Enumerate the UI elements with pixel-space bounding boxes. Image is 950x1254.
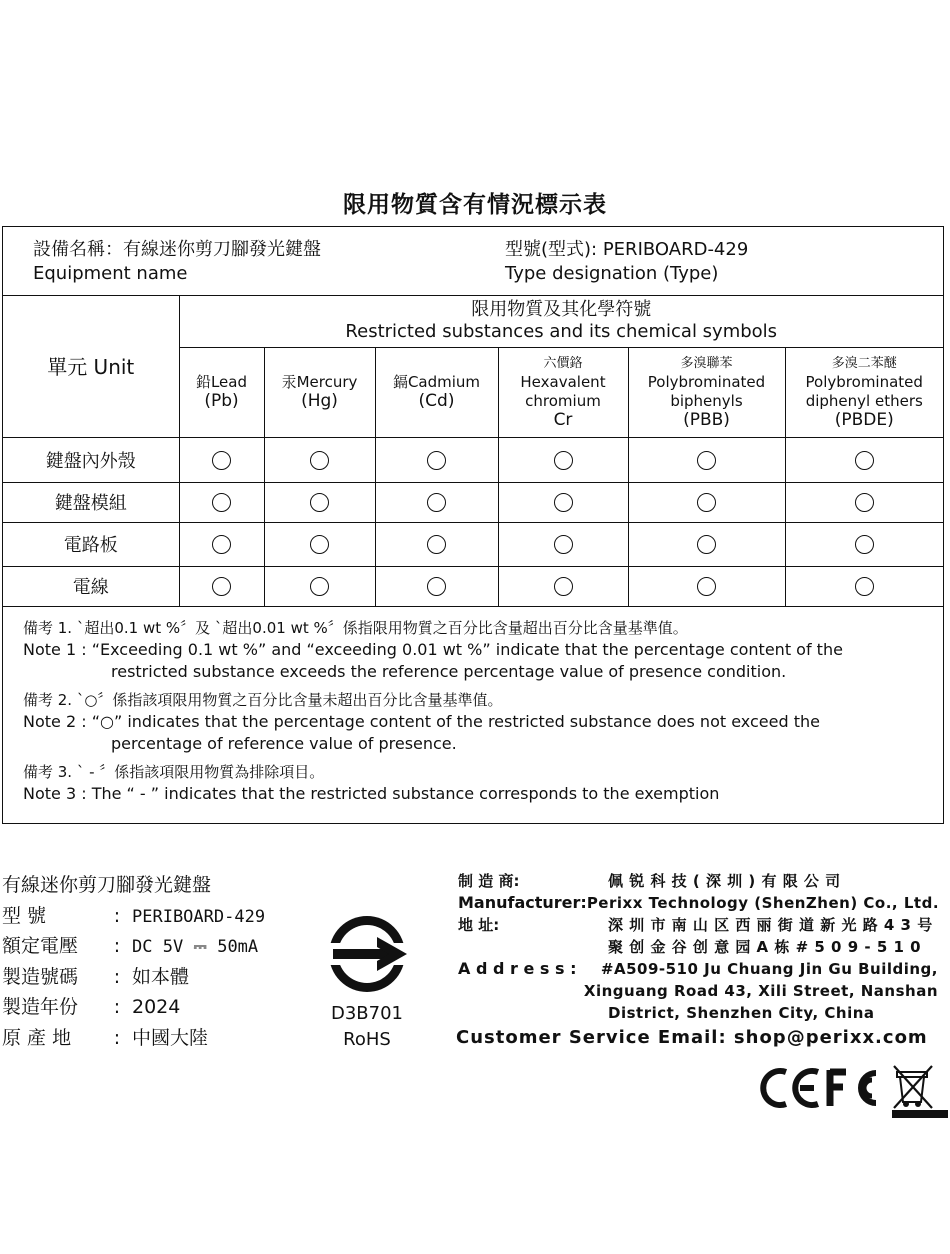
equipment-header — [3, 227, 943, 296]
row-label: 鍵盤內外殼 — [3, 437, 179, 482]
col-pbb — [628, 347, 785, 437]
note-2-en: Note 2 : “○” indicates that the percentage content of the restricted substance does not exceed the — [23, 712, 820, 731]
origin-line — [2, 1023, 265, 1054]
row-label: 鍵盤模組 — [3, 482, 179, 522]
compliant-circle-icon — [310, 493, 329, 512]
col-lead — [179, 347, 264, 437]
address-en-line2: Xinguang Road 43, Xili Street, Nanshan — [583, 982, 938, 1000]
col-mercury — [264, 347, 375, 437]
note-1-zh: 備考 1. ˋ超出0.1 wt %〞及 ˋ超出0.01 wt %〞係指限用物質之百分比含量超出百分比含量基準值。 — [23, 619, 688, 637]
equipment-name-en: Equipment name — [33, 263, 188, 284]
unit-header: 單元 Unit — [3, 295, 179, 437]
address-en-row — [458, 958, 938, 980]
compliant-circle-icon — [212, 535, 231, 554]
restricted-substances-header — [179, 295, 943, 347]
address-zh-line2: 聚 创 金 谷 创 意 园 A 栋 # 5 0 9 - 5 1 0 — [608, 938, 922, 956]
model-key: 型 號 — [2, 904, 47, 927]
table-row — [3, 437, 943, 482]
rating-key: 額定電壓 — [2, 935, 79, 957]
type-designation-en: Type designation (Type) — [505, 263, 719, 284]
compliant-circle-icon — [697, 493, 716, 512]
manufacturer-zh-label: 制 造 商: — [458, 872, 520, 890]
col-mercury-symbol: (Hg) — [301, 391, 338, 411]
address-en-line1: #A509-510 Ju Chuang Jin Gu Building, — [600, 960, 938, 978]
col-lead-symbol: (Pb) — [204, 391, 239, 411]
bsmi-code: D3B701 — [330, 1003, 404, 1024]
row-label: 電線 — [3, 566, 179, 606]
compliant-circle-icon — [427, 577, 446, 596]
compliant-circle-icon — [554, 577, 573, 596]
note-3-en: Note 3 : The “ - ” indicates that the restricted substance corresponds to the exemption — [23, 784, 720, 803]
compliant-circle-icon — [697, 451, 716, 470]
col-pbde-l2: diphenyl ethers — [805, 392, 923, 410]
batch-value: 如本體 — [132, 965, 190, 988]
table-row — [3, 566, 943, 606]
compliant-circle-icon — [697, 535, 716, 554]
col-hexavalent-chromium — [498, 347, 628, 437]
bsmi-mark — [323, 913, 411, 1051]
product-label — [2, 870, 265, 1053]
notes-section — [23, 617, 933, 805]
note-2-en-cont: percentage of reference value of presence. — [111, 734, 457, 753]
address-en-label: A d d r e s s : — [458, 959, 577, 978]
rohs-table-frame — [2, 226, 944, 824]
manufacturer-en-row — [458, 892, 938, 914]
note-1-en-cont: restricted substance exceeds the reference percentage value of presence condition. — [111, 662, 787, 681]
model-line — [2, 901, 265, 932]
rating-line — [2, 931, 265, 962]
year-value: 2024 — [132, 996, 181, 1018]
year-line — [2, 992, 265, 1023]
col-pbde-l1: Polybrominated — [805, 373, 923, 391]
note-2-zh: 備考 2. ˋ○〞係指該項限用物質之百分比含量未超出百分比含量基準值。 — [23, 691, 503, 709]
compliant-circle-icon — [697, 577, 716, 596]
compliant-circle-icon — [427, 451, 446, 470]
colon: : — [113, 904, 121, 927]
col-pbb-l1: Polybrominated — [647, 373, 766, 391]
colon: : — [113, 935, 121, 957]
compliant-circle-icon — [554, 451, 573, 470]
manufacturer-en-value: Perixx Technology (ShenZhen) Co., Ltd. — [586, 894, 940, 912]
fcc-mark-icon — [830, 1070, 876, 1106]
origin-value: 中國大陸 — [132, 1026, 209, 1049]
note-1-en: Note 1 : “Exceeding 0.1 wt %” and “exceeding 0.01 wt %” indicate that the percentage content of the — [23, 640, 843, 659]
col-hexchrome-l1: Hexavalent — [520, 373, 606, 391]
colon: : — [113, 965, 121, 988]
origin-key: 原 產 地 — [2, 1026, 72, 1049]
manufacturer-zh-value: 佩 锐 科 技 ( 深 圳 ) 有 限 公 司 — [608, 872, 841, 890]
page-title: 限用物質含有情況標示表 — [343, 192, 607, 218]
compliant-circle-icon — [855, 493, 874, 512]
compliant-circle-icon — [554, 535, 573, 554]
col-hexchrome-zh: 六價鉻 — [543, 356, 583, 371]
compliant-circle-icon — [212, 451, 231, 470]
table-row — [3, 482, 943, 522]
col-cadmium-name: 鎘Cadmium — [392, 373, 481, 391]
col-pbb-symbol: (PBB) — [683, 410, 730, 430]
rohs-text: RoHS — [343, 1029, 391, 1050]
customer-service-email: Customer Service Email: shop@perixx.com — [456, 1027, 928, 1048]
compliant-circle-icon — [212, 577, 231, 596]
certification-marks — [754, 1058, 948, 1124]
manufacturer-en-label: Manufacturer: — [458, 893, 587, 912]
compliant-circle-icon — [212, 493, 231, 512]
bsmi-logo-icon — [323, 913, 411, 995]
batch-line — [2, 962, 265, 993]
weee-bin-icon — [892, 1066, 948, 1118]
manufacturer-zh-row — [458, 870, 938, 892]
compliant-circle-icon — [310, 535, 329, 554]
note-3-zh: 備考 3. ˋ - 〞係指該項限用物質為排除項目。 — [23, 763, 325, 781]
compliant-circle-icon — [427, 535, 446, 554]
compliant-circle-icon — [427, 493, 446, 512]
col-hexchrome-l2: chromium — [525, 392, 601, 410]
col-pbde-zh: 多溴二苯醚 — [831, 356, 897, 371]
address-zh-line1: 深 圳 市 南 山 区 西 丽 街 道 新 光 路 4 3 号 — [608, 916, 933, 934]
colon: : — [113, 996, 121, 1018]
compliant-circle-icon — [855, 535, 874, 554]
col-pbde — [785, 347, 943, 437]
address-zh-row — [458, 914, 938, 936]
row-label: 電路板 — [3, 522, 179, 566]
model-value: PERIBOARD-429 — [132, 906, 266, 927]
manufacturer-block — [458, 870, 938, 1024]
address-en-row-3 — [458, 1002, 938, 1024]
ce-mark-icon — [763, 1071, 818, 1105]
col-pbb-l2: biphenyls — [670, 392, 743, 410]
compliant-circle-icon — [310, 451, 329, 470]
col-lead-name: 鉛Lead — [195, 373, 248, 391]
address-zh-row-2 — [458, 936, 938, 958]
col-hexchrome-symbol: Cr — [553, 410, 573, 430]
compliant-circle-icon — [855, 577, 874, 596]
equipment-name-zh: 設備名稱：有線迷你剪刀腳發光鍵盤 — [33, 239, 321, 260]
compliant-circle-icon — [554, 493, 573, 512]
address-en-line3: District, Shenzhen City, China — [608, 1004, 875, 1022]
compliant-circle-icon — [855, 451, 874, 470]
col-cadmium-symbol: (Cd) — [418, 391, 455, 411]
restricted-substances-en: Restricted substances and its chemical symbols — [345, 320, 778, 342]
col-cadmium — [375, 347, 498, 437]
batch-key: 製造號碼 — [2, 965, 79, 988]
table-row — [3, 522, 943, 566]
address-en-row-2 — [458, 980, 938, 1002]
col-mercury-name: 汞Mercury — [281, 373, 358, 391]
col-pbde-symbol: (PBDE) — [834, 410, 894, 430]
year-key: 製造年份 — [2, 996, 79, 1018]
substance-table — [3, 295, 943, 607]
address-zh-label: 地 址: — [458, 916, 500, 934]
restricted-substances-zh: 限用物質及其化學符號 — [471, 298, 652, 320]
rating-value: DC 5V ⎓ 50mA — [132, 937, 259, 957]
type-designation-zh: 型號(型式): PERIBOARD-429 — [505, 239, 749, 260]
colon: : — [113, 1026, 121, 1049]
product-name: 有線迷你剪刀腳發光鍵盤 — [2, 874, 212, 896]
col-pbb-zh: 多溴聯苯 — [680, 356, 733, 371]
compliant-circle-icon — [310, 577, 329, 596]
